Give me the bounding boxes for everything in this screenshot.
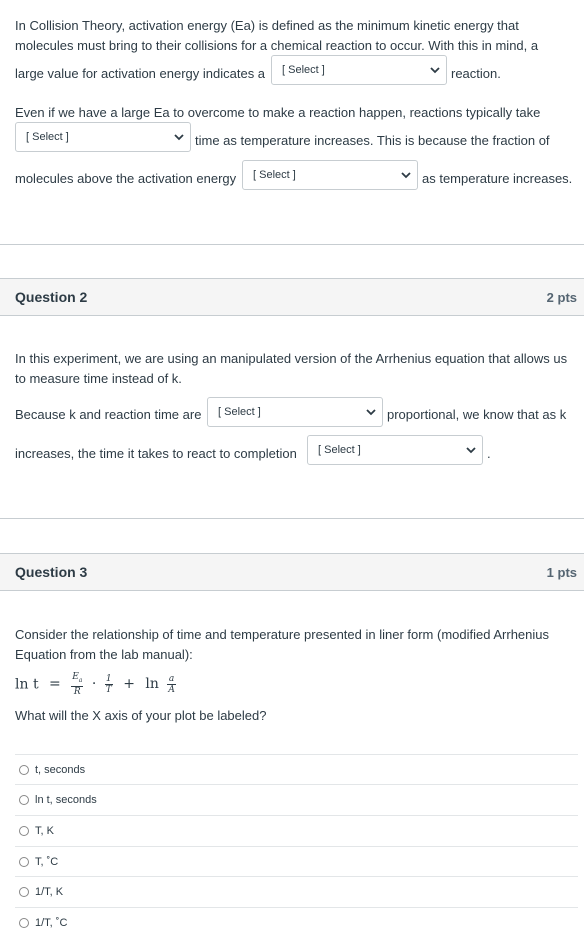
radio-icon[interactable] (19, 795, 29, 805)
chevron-down-icon (401, 170, 411, 180)
radio-icon[interactable] (19, 857, 29, 867)
eq-dot: · (91, 676, 97, 693)
answer-label: t, seconds (35, 764, 86, 776)
q1-text-before-select-3: molecules above the activation energy (15, 171, 237, 186)
question-3-header (0, 553, 584, 591)
question-2-points: 2 pts (546, 290, 577, 305)
select-value: [ Select ] (282, 64, 325, 76)
q2-paragraph-1: In this experiment, we are using an manipulated version of the Arrhenius equation that allows us to measure time instead of k. (15, 351, 568, 386)
eq-fraction-a-a (167, 674, 176, 695)
divider (0, 518, 584, 519)
question-3-title: Question 3 (15, 564, 88, 580)
eq-r: R (73, 686, 81, 697)
question-2-header (0, 278, 584, 316)
answer-label: T, ˚C (35, 856, 59, 868)
eq-fraction-ea-r (71, 672, 83, 697)
eq-lhs: ln t (15, 676, 39, 693)
eq-plus: + (123, 676, 135, 693)
eq-ea: E (72, 672, 79, 682)
answer-label: ln t, seconds (35, 794, 97, 806)
select-value: [ Select ] (218, 406, 261, 418)
divider (0, 244, 584, 245)
q1-text-line: molecules must bring to their collisions for a chemical reaction to occur. With this in mind, a (15, 38, 539, 53)
question-2-title: Question 2 (15, 289, 88, 305)
select-value: [ Select ] (26, 131, 69, 143)
q1-text-before-select-1: large value for activation energy indicates a (15, 66, 266, 81)
eq-fraction-1-t (105, 674, 113, 695)
answer-option[interactable] (15, 907, 578, 938)
q1-text-after-select-2: time as temperature increases. This is because the fraction of (195, 133, 550, 148)
q3-paragraph-1: Consider the relationship of time and temperature presented in liner form (modified Arrhenius Equation from the lab manual): (15, 627, 549, 662)
answer-label: 1/T, K (35, 886, 64, 898)
q2-text-before-select-1: Because k and reaction time are (15, 407, 202, 422)
answer-option[interactable] (15, 754, 578, 785)
eq-t: T (105, 684, 112, 695)
select-value: [ Select ] (318, 444, 361, 456)
chevron-down-icon (366, 407, 376, 417)
q1-text-line: Even if we have a large Ea to overcome to make a reaction happen, reactions typically take (15, 105, 541, 120)
select-value: [ Select ] (253, 169, 296, 181)
answer-option[interactable] (15, 815, 578, 846)
q1-text-line: In Collision Theory, activation energy (Ea) is defined as the minimum kinetic energy that (15, 18, 519, 33)
eq-ln: ln (145, 676, 159, 693)
radio-icon[interactable] (19, 887, 29, 897)
chevron-down-icon (466, 445, 476, 455)
q1-text-after-select-1: reaction. (451, 66, 501, 81)
q1-select-3[interactable] (242, 160, 418, 190)
q2-text-after-select-2: . (487, 446, 491, 461)
answer-option[interactable] (15, 876, 578, 907)
answer-option[interactable] (15, 784, 578, 815)
question-3-points: 1 pts (546, 565, 577, 580)
eq-equals: = (49, 676, 61, 693)
q1-select-2[interactable] (15, 122, 191, 152)
q2-select-2[interactable] (307, 435, 483, 465)
eq-a-upper: A (168, 684, 175, 695)
radio-icon[interactable] (19, 918, 29, 928)
eq-ea-sub: a (78, 676, 83, 684)
answer-label: 1/T, ˚C (35, 917, 68, 929)
eq-a-lower: a (168, 673, 175, 684)
radio-icon[interactable] (19, 765, 29, 775)
chevron-down-icon (174, 132, 184, 142)
q1-text-after-select-3: as temperature increases. (422, 171, 573, 186)
q1-select-1[interactable] (271, 55, 447, 85)
answer-label: T, K (35, 825, 54, 837)
arrhenius-equation (15, 672, 176, 700)
q2-text-before-select-2: increases, the time it takes to react to completion (15, 446, 297, 461)
eq-one: 1 (105, 673, 112, 684)
q2-select-1[interactable] (207, 397, 383, 427)
radio-icon[interactable] (19, 826, 29, 836)
q2-text-after-select-1: proportional, we know that as k (387, 407, 567, 422)
q1-paragraph-1 (15, 16, 576, 56)
q3-question-text: What will the X axis of your plot be labeled? (15, 708, 267, 723)
answer-option[interactable] (15, 846, 578, 877)
chevron-down-icon (430, 65, 440, 75)
